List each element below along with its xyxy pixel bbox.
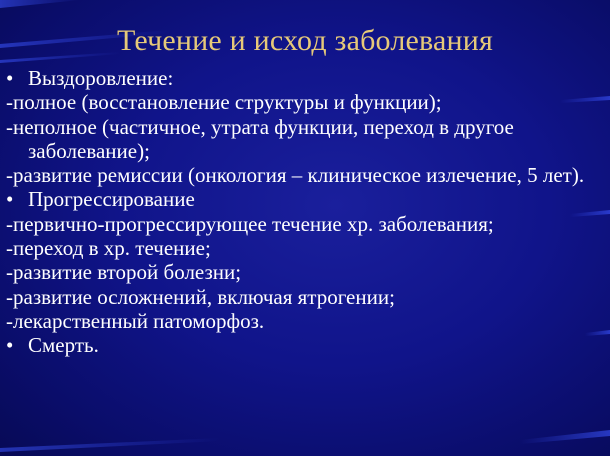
item-text: -первично-прогрессирующее течение хр. заболевания; bbox=[6, 211, 494, 236]
item-text: Прогрессирование bbox=[28, 187, 195, 212]
sub-item bbox=[6, 212, 596, 236]
bullet-item bbox=[6, 187, 596, 211]
bullet-item bbox=[6, 66, 596, 90]
bullet-icon: • bbox=[6, 187, 14, 212]
sub-item bbox=[6, 90, 596, 114]
item-text: -переход в хр. течение; bbox=[6, 236, 211, 261]
sub-item bbox=[6, 163, 596, 187]
bullet-icon: • bbox=[6, 333, 14, 358]
item-text: -полное (восстановление структуры и функции); bbox=[6, 90, 442, 115]
item-text: Смерть. bbox=[28, 333, 99, 358]
item-text: -развитие ремиссии (онкология – клиническое излечение, 5 лет). bbox=[6, 163, 585, 188]
slide-title: Течение и исход заболевания bbox=[116, 24, 494, 57]
bottom-stripes bbox=[0, 438, 220, 452]
item-text: Выздоровление: bbox=[28, 66, 174, 90]
item-text: -неполное (частичное, утрата функции, переход в другое заболевание); bbox=[6, 114, 514, 163]
item-text: -развитие осложнений, включая ятрогении; bbox=[6, 284, 395, 309]
sub-item bbox=[6, 260, 596, 284]
sub-item bbox=[6, 236, 596, 260]
bullet-item bbox=[6, 333, 596, 357]
sub-item bbox=[6, 285, 596, 309]
content-list bbox=[6, 66, 596, 358]
bullet-icon: • bbox=[6, 66, 14, 90]
item-text: -развитие второй болезни; bbox=[6, 260, 242, 285]
sub-item bbox=[6, 115, 596, 164]
sub-item bbox=[6, 309, 596, 333]
item-text: -лекарственный патоморфоз. bbox=[6, 308, 265, 333]
